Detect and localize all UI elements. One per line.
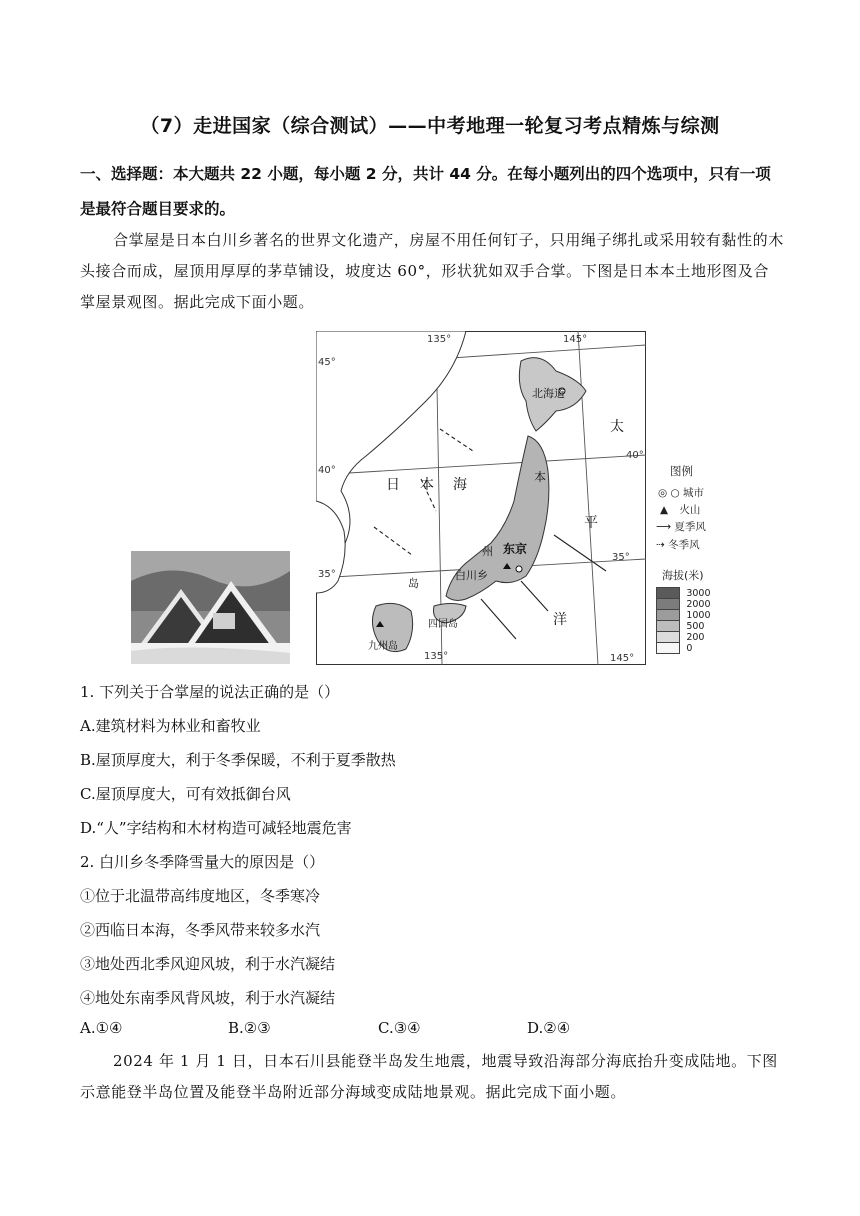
question-1-stem: 1. 下列关于合掌屋的说法正确的是（） xyxy=(80,683,340,701)
map-legend xyxy=(650,463,730,673)
label-ocean-yang: 洋 xyxy=(553,612,567,628)
lon-label: 145° xyxy=(610,653,635,664)
city-icon: ◎ ○ xyxy=(658,487,680,499)
lat-label: 35° xyxy=(612,552,630,563)
label-tokyo: 东京 xyxy=(503,542,528,556)
elevation-label: 0 xyxy=(686,643,693,654)
question-2-statement-1: ①位于北温带高纬度地区，冬季寒冷 xyxy=(80,887,321,905)
question-1-option-a[interactable]: A.建筑材料为林业和畜牧业 xyxy=(80,717,261,735)
elevation-step xyxy=(656,620,711,631)
legend-volcano: 火山 xyxy=(679,504,701,516)
legend-city: 城市 xyxy=(683,487,705,499)
question-2-statement-4: ④地处东南季风背风坡，利于水汽凝结 xyxy=(80,989,336,1007)
question-2-option-b[interactable]: B.②③ xyxy=(228,1019,271,1037)
elevation-swatch xyxy=(656,587,680,599)
elevation-label: 500 xyxy=(686,621,705,632)
passage-2: 2024 年 1 月 1 日，日本石川县能登半岛发生地震，地震导致沿海部分海底抬升变成陆地。下图示意能登半岛位置及能登半岛附近部分海域变成陆地景观。据此完成下面小题。 xyxy=(80,1052,778,1101)
elevation-label: 2000 xyxy=(686,599,711,610)
label-sea-ben: 本 xyxy=(420,477,434,493)
label-sea-hai: 海 xyxy=(453,477,467,493)
legend-elevation-title: 海拔(米) xyxy=(662,569,704,582)
legend-winter-wind-row xyxy=(656,537,700,552)
city-marker xyxy=(516,566,522,572)
label-sea-ri: 日 xyxy=(386,477,400,493)
question-2-option-c[interactable]: C.③④ xyxy=(378,1019,421,1037)
lon-label: 135° xyxy=(427,334,452,345)
elevation-step xyxy=(656,587,711,598)
winter-wind-arrow-icon: ⇢ xyxy=(656,539,665,551)
legend-volcano-row xyxy=(660,502,700,517)
section-heading: 一、选择题：本大题共 22 小题，每小题 2 分，共计 44 分。在每小题列出的四个选项中，只有一项是最符合题目要求的。 xyxy=(80,165,771,218)
lat-label: 40° xyxy=(318,465,336,476)
elevation-swatch xyxy=(656,642,680,654)
question-1-option-b[interactable]: B.屋顶厚度大，利于冬季保暖，不利于夏季散热 xyxy=(80,751,396,769)
elevation-step xyxy=(656,631,711,642)
label-shikoku: 四国岛 xyxy=(428,619,458,630)
lon-label: 135° xyxy=(424,651,449,662)
lat-label: 45° xyxy=(318,357,336,368)
legend-title: 图例 xyxy=(670,464,693,478)
lon-label: 145° xyxy=(563,334,588,345)
legend-city-row xyxy=(658,485,704,500)
page-title: （7）走进国家（综合测试）——中考地理一轮复习考点精炼与综测 xyxy=(140,115,720,137)
elevation-label: 1000 xyxy=(686,610,711,621)
label-kyushu: 九州岛 xyxy=(368,641,398,652)
question-2-stem: 2. 白川乡冬季降雪量大的原因是（） xyxy=(80,853,325,871)
japan-terrain-map xyxy=(316,331,646,665)
lat-label: 40° xyxy=(626,450,644,461)
label-ocean-tai: 太 xyxy=(610,419,624,435)
question-2-option-a[interactable]: A.①④ xyxy=(80,1019,123,1037)
legend-summer-wind: 夏季风 xyxy=(674,521,706,533)
label-shirakawa: 白川乡 xyxy=(455,569,488,582)
label-dao: 岛 xyxy=(408,577,419,590)
elevation-scale xyxy=(656,587,711,653)
elevation-step xyxy=(656,598,711,609)
question-2-statement-2: ②西临日本海，冬季风带来较多水汽 xyxy=(80,921,321,939)
lat-label: 35° xyxy=(318,569,336,580)
elevation-label: 3000 xyxy=(686,588,711,599)
elevation-step xyxy=(656,642,711,653)
label-ocean-ping: 平 xyxy=(584,515,598,531)
passage-1: 合掌屋是日本白川乡著名的世界文化遗产，房屋不用任何钉子，只用绳子绑扎或采用较有黏性的木头接合而成，屋顶用厚厚的茅草铺设，坡度达 60°，形状犹如双手合掌。下图是日本本土地形图及合掌屋景观图。据此完成下面小题。 xyxy=(80,231,784,311)
label-honshu-ben: 本 xyxy=(534,470,547,484)
legend-summer-wind-row xyxy=(656,519,706,534)
label-honshu-zhou: 州 xyxy=(482,545,493,558)
summer-wind-arrow-icon: ⟶ xyxy=(656,521,672,533)
volcano-icon: ▲ xyxy=(660,504,669,516)
legend-winter-wind: 冬季风 xyxy=(668,539,700,551)
gassho-house-photo xyxy=(131,551,290,664)
question-2-option-d[interactable]: D.②④ xyxy=(527,1019,571,1037)
elevation-label: 200 xyxy=(686,632,705,643)
question-1-option-c[interactable]: C.屋顶厚度大，可有效抵御台风 xyxy=(80,785,291,803)
question-2-statement-3: ③地处西北季风迎风坡，利于水汽凝结 xyxy=(80,955,336,973)
question-1-option-d[interactable]: D.“人”字结构和木材构造可减轻地震危害 xyxy=(80,819,352,837)
elevation-step xyxy=(656,609,711,620)
label-hokkaido: 北海道 xyxy=(532,387,565,400)
